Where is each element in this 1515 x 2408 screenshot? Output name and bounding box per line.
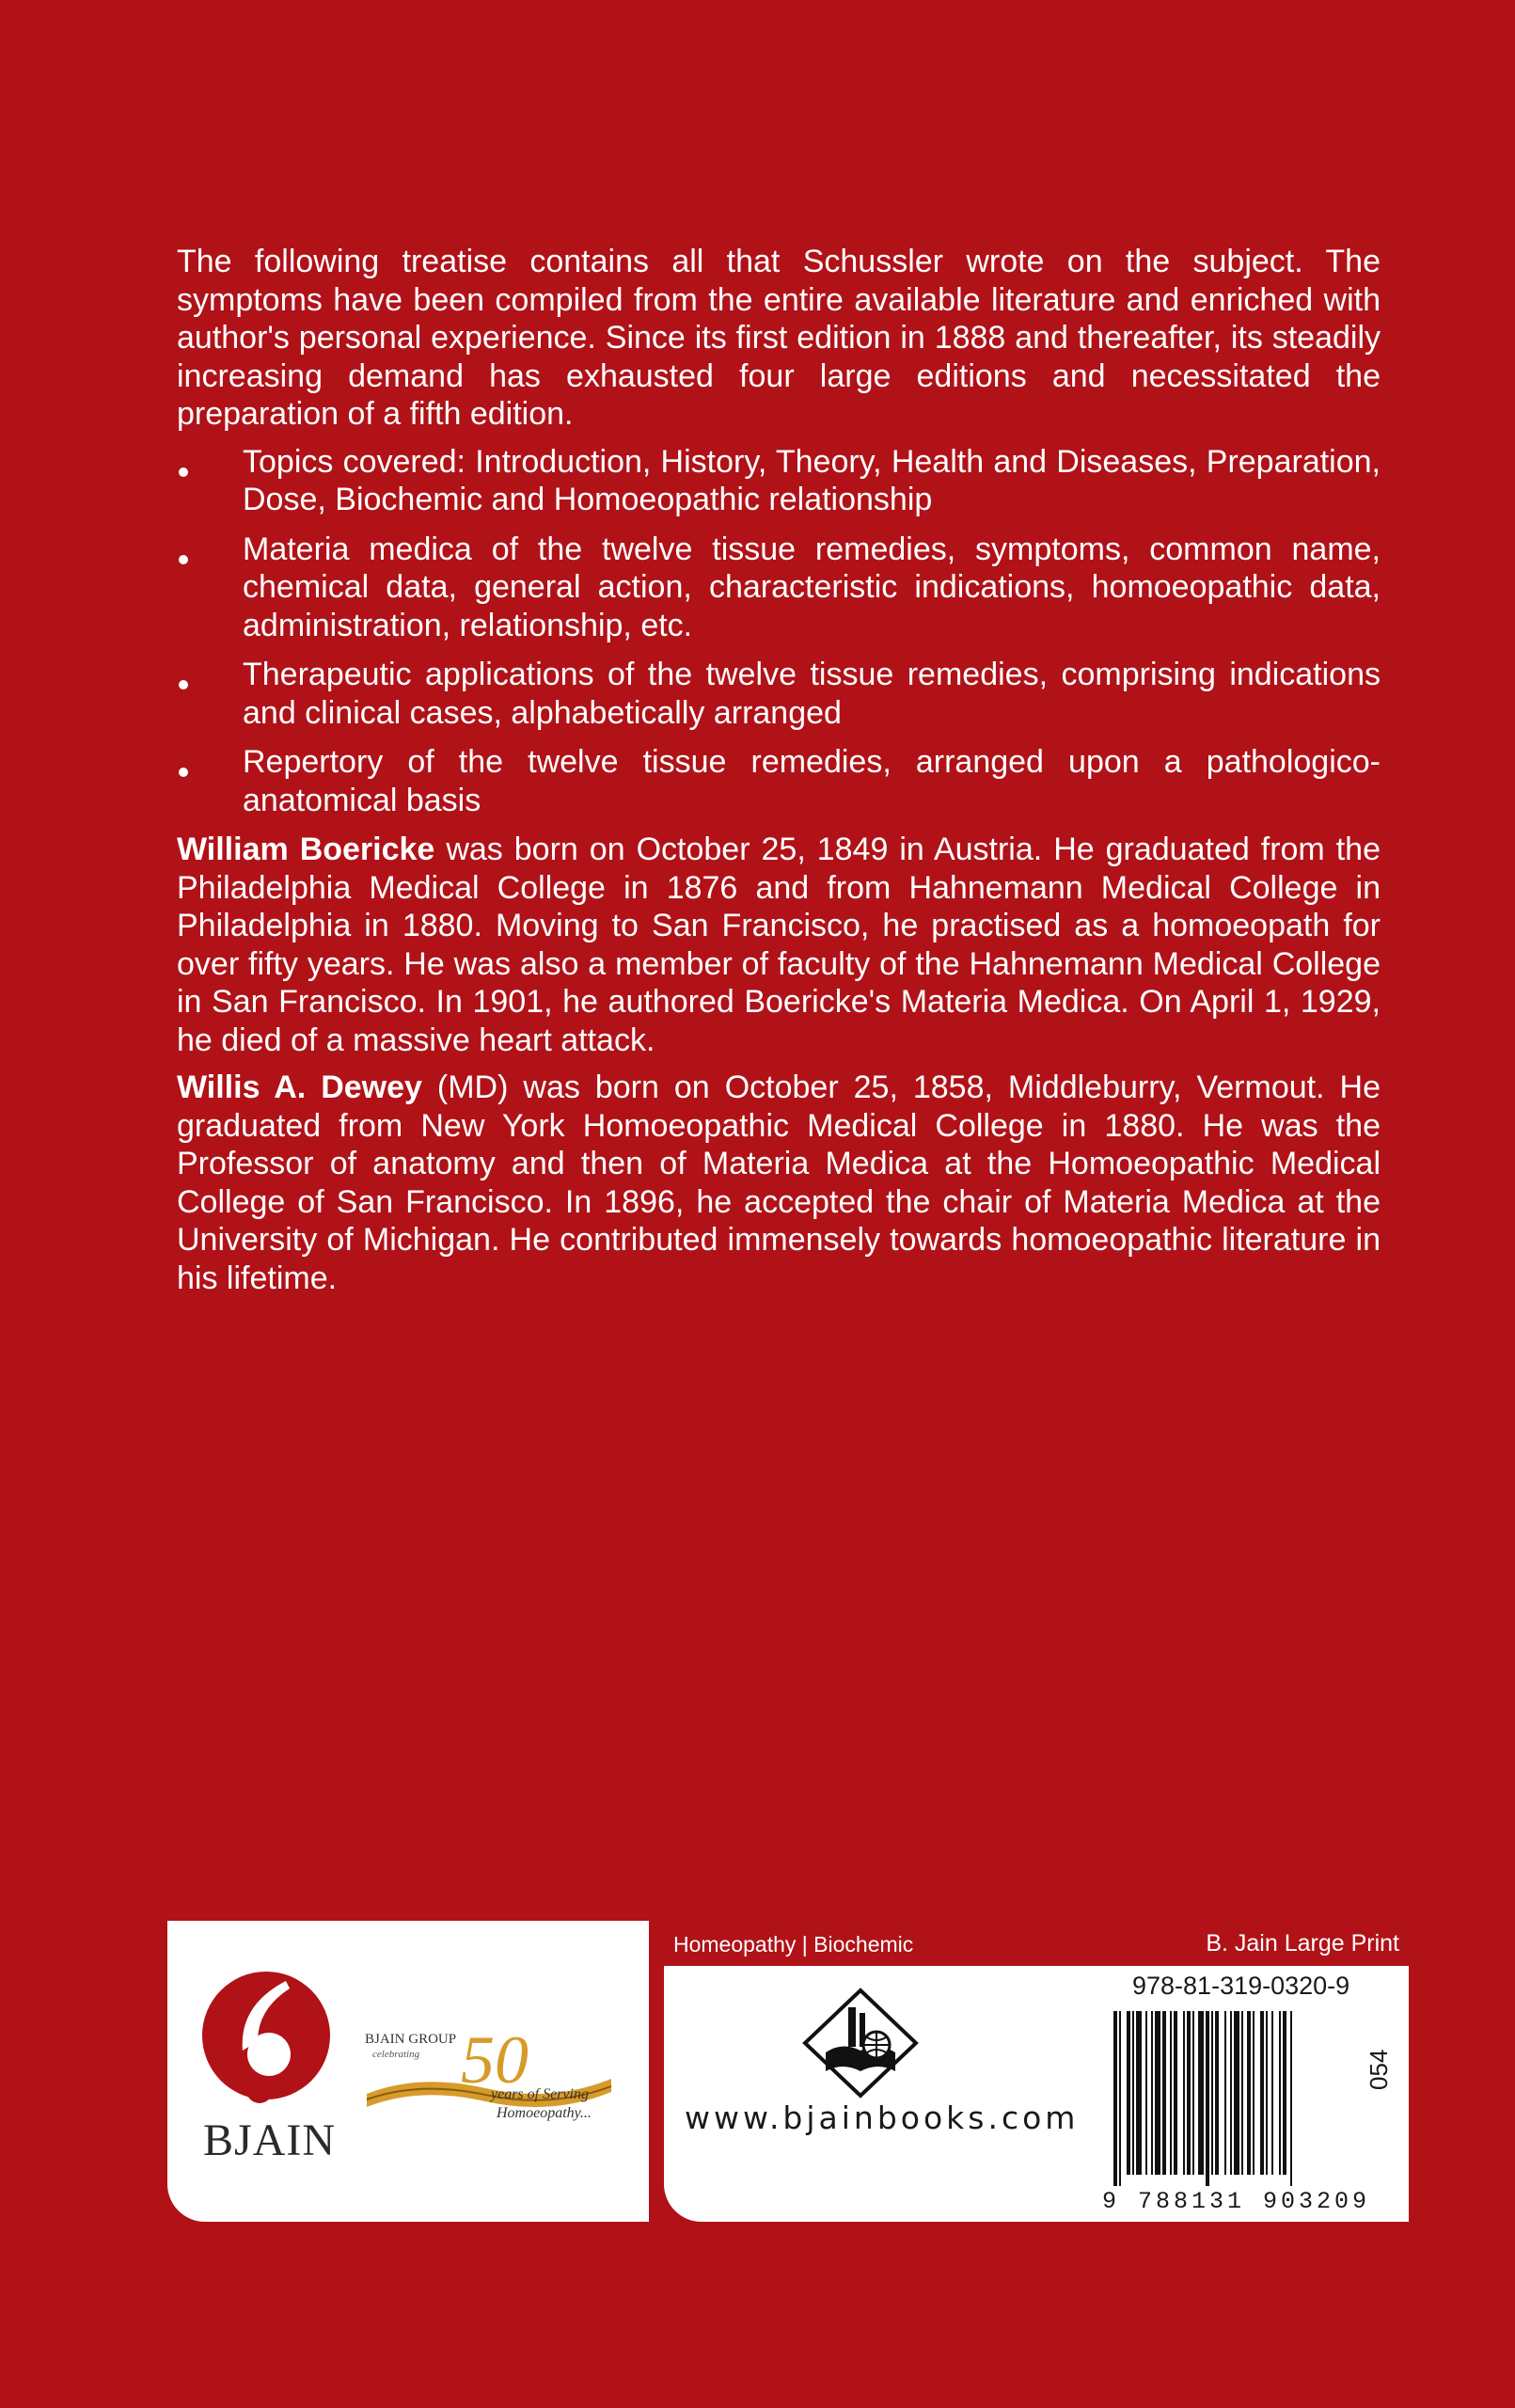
bjain-logo-icon	[196, 1968, 337, 2109]
barcode-bar	[1283, 2011, 1286, 2175]
topic-item: Therapeutic applications of the twelve tissue remedies, comprising indications and clinical cases, alphabetically arranged	[177, 656, 1381, 732]
barcode-bar	[1271, 2011, 1273, 2175]
barcode-bar	[1151, 2011, 1153, 2175]
barcode-bar	[1230, 2011, 1232, 2175]
publisher-logo-panel	[167, 1921, 649, 2222]
author-name: William Boericke	[177, 832, 435, 867]
author-bio-dewey	[177, 1069, 1381, 1297]
topic-item: Materia medica of the twelve tissue remedies, symptoms, common name, chemical data, general action, characteristic indications, homoeopathic data, administration, relationship, etc.	[177, 531, 1381, 645]
author-bio-boericke	[177, 831, 1381, 1059]
barcode-bar	[1266, 2011, 1268, 2175]
author-bio-text: was born on October 25, 1849 in Austria. He graduated from the Philadelphia Medical College in 1876 and from Hahnemann Medical College in Philadelphia in 1880. Moving to San Francisco, he practised as a homoeopath for over fifty years. He was also a member of faculty of the Hahnemann Medical College in San Francisco. In 1901, he authored Boericke's Materia Medica. On April 1, 1929, he died of a massive heart attack.	[177, 832, 1381, 1058]
barcode-bar	[1211, 2011, 1213, 2175]
barcode-bar	[1198, 2011, 1204, 2175]
topic-item: Topics covered: Introduction, History, Theory, Health and Diseases, Preparation, Dose, Biochemic and Homoeopathic relationship	[177, 443, 1381, 519]
barcode-bar	[1155, 2011, 1160, 2175]
celebrating-label: celebrating	[372, 2049, 420, 2060]
back-cover-text	[177, 243, 1381, 1307]
barcode-bar	[1132, 2011, 1134, 2175]
book-globe-logo-icon	[801, 1987, 920, 2099]
price-code: 054	[1365, 2049, 1393, 2090]
group-label: BJAIN GROUP	[365, 2032, 457, 2047]
barcode-bar	[1170, 2011, 1172, 2175]
series-label: B. Jain Large Print	[1206, 1930, 1399, 1956]
barcode-bar	[1260, 2011, 1264, 2175]
barcode-bar	[1206, 2011, 1209, 2186]
topic-item: Repertory of the twelve tissue remedies, arranged upon a pathologico-anatomical basis	[177, 743, 1381, 819]
barcode-bar	[1234, 2011, 1239, 2175]
tagline-line2: Homoeopathy...	[497, 2105, 592, 2121]
topic-list	[177, 443, 1381, 820]
brand-name: BJAIN	[203, 2115, 337, 2165]
barcode-bar	[1113, 2011, 1117, 2186]
barcode-bar	[1119, 2011, 1121, 2186]
barcode-bar	[1136, 2011, 1142, 2175]
barcode-bar	[1187, 2011, 1191, 2175]
intro-paragraph: The following treatise contains all that Schussler wrote on the subject. The symptoms have been compiled from the entire available literature and enriched with author's personal experience. Since its first edition in 1888 and thereafter, its steadily increasing demand has exhausted four large editions and necessitated the preparation of a fifth edition.	[177, 244, 1381, 432]
barcode-bar	[1162, 2011, 1166, 2175]
barcode-bar	[1174, 2011, 1177, 2175]
barcode-bar	[1183, 2011, 1185, 2175]
barcode-digits: 9 788131 903209	[1102, 2188, 1371, 2215]
barcode-bar	[1290, 2011, 1292, 2186]
category-label: Homeopathy | Biochemic	[673, 1932, 914, 1956]
barcode-bar	[1247, 2011, 1251, 2175]
barcode-bar	[1192, 2011, 1194, 2175]
barcode-bar	[1127, 2011, 1130, 2175]
barcode-bar	[1253, 2011, 1255, 2175]
anniversary-number: 50	[461, 2022, 529, 2098]
tagline-line1: years of Serving	[491, 2086, 589, 2102]
category-bar	[664, 1921, 1409, 1966]
website-url: www.bjainbooks.com	[685, 2099, 1080, 2136]
barcode	[1113, 2011, 1349, 2186]
barcode-bar	[1279, 2011, 1281, 2175]
barcode-bar	[1224, 2011, 1226, 2175]
author-bio-text: (MD) was born on October 25, 1858, Middleburry, Vermout. He graduated from New York Homoeopathic Medical College in 1880. He was the Professor of anatomy and then of Materia Medica at the Homoeopathic Medical College of San Francisco. In 1896, he accepted the chair of Materia Medica at the University of Michigan. He contributed immensely towards homoeopathic literature in his lifetime.	[177, 1069, 1381, 1296]
isbn-number: 978-81-319-0320-9	[1132, 1972, 1350, 2000]
author-name: Willis A. Dewey	[177, 1069, 422, 1105]
barcode-bar	[1145, 2011, 1147, 2175]
barcode-bar	[1241, 2011, 1243, 2175]
barcode-panel	[664, 1921, 1409, 2222]
barcode-bar	[1215, 2011, 1219, 2175]
